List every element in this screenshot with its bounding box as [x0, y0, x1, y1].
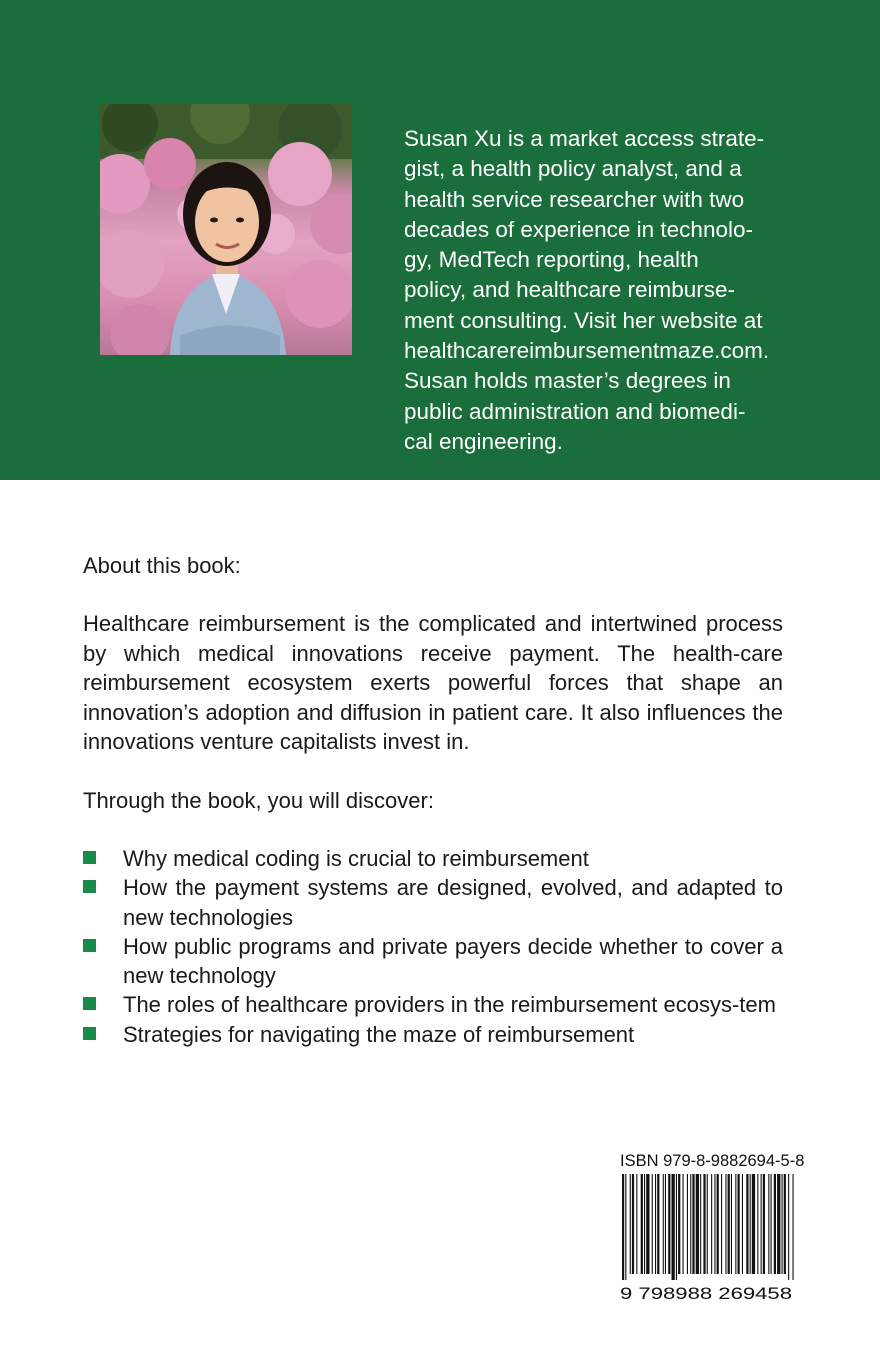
barcode-bar [746, 1174, 748, 1274]
bio-line: decades of experience in technolo- [404, 216, 753, 242]
barcode-bar [714, 1174, 715, 1274]
barcode-bar [711, 1174, 712, 1274]
barcode-bar [636, 1174, 637, 1274]
list-item [83, 844, 783, 873]
barcode-bar [728, 1174, 730, 1274]
barcode-bar [784, 1174, 786, 1274]
barcode-bar [622, 1174, 624, 1280]
topic-list [83, 844, 783, 1049]
barcode-bar [665, 1174, 666, 1274]
barcode-bar [768, 1174, 769, 1274]
barcode-bar [703, 1174, 705, 1274]
barcode-bar [652, 1174, 653, 1274]
bio-line: gy, MedTech reporting, health [404, 247, 699, 273]
barcode-bar [630, 1174, 631, 1274]
bio-line: ment consulting. Visit her website at [404, 307, 763, 333]
list-item-text: How public programs and private payers decide whether to cover a new technology [123, 933, 783, 989]
barcode-bar [687, 1174, 688, 1274]
barcode-bar [632, 1174, 634, 1274]
bio-line: public administration and biomedi- [404, 398, 746, 424]
barcode-bar [793, 1174, 794, 1280]
barcode-bar [763, 1174, 765, 1274]
author-panel [0, 0, 880, 480]
barcode-bar [750, 1174, 751, 1274]
barcode-bar [752, 1174, 755, 1274]
bio-line: policy, and healthcare reimburse- [404, 277, 735, 303]
barcode-bar [721, 1174, 722, 1274]
barcode-bar [641, 1174, 643, 1274]
list-item [83, 873, 783, 932]
barcode-bar [668, 1174, 670, 1274]
list-item-text: How the payment systems are designed, evolved, and adapted to new technologies [123, 875, 783, 930]
author-photo-illustration [100, 104, 352, 355]
barcode-bar [625, 1174, 626, 1280]
list-item [83, 1020, 783, 1049]
bullet-square-icon [83, 880, 96, 893]
barcode-bar [696, 1174, 699, 1274]
barcode-bar [657, 1174, 659, 1274]
book-description: Healthcare reimbursement is the complicated and intertwined process by which medical innovations receive payment. The health-care reimbursement ecosystem exerts powerful forces that shape an innovation’s adoption and diffusion in patient care. It also influences the innovations venture capitalists invest in. [83, 611, 783, 754]
barcode-bar [683, 1174, 684, 1274]
barcode-bar [663, 1174, 664, 1274]
list-item-text: The roles of healthcare providers in the reimbursement ecosys-tem [123, 992, 776, 1018]
barcode-bar [690, 1174, 691, 1274]
barcode-bar [731, 1174, 732, 1274]
barcode-bar [735, 1174, 736, 1274]
list-item [83, 932, 783, 991]
barcode-bar [774, 1174, 776, 1274]
about-heading: About this book: [83, 553, 241, 578]
barcode-bar [644, 1174, 645, 1274]
list-item [83, 990, 783, 1019]
bullet-square-icon [83, 997, 96, 1010]
barcode-bar [738, 1174, 740, 1274]
bullet-square-icon [83, 851, 96, 864]
barcode-bar [655, 1174, 656, 1274]
barcode-bar [672, 1174, 675, 1280]
bio-line: Susan Xu is a market access strate- [404, 126, 765, 151]
barcode-bar [742, 1174, 743, 1274]
bullet-square-icon [83, 939, 96, 952]
author-bio [404, 124, 776, 457]
barcode-bar [700, 1174, 701, 1274]
barcode-bar [761, 1174, 762, 1274]
barcode-bar [707, 1174, 708, 1274]
barcode-bar [678, 1174, 680, 1274]
barcode-bar [717, 1174, 719, 1274]
list-item-text: Strategies for navigating the maze of reimbursement [123, 1021, 635, 1047]
barcode-bar [646, 1174, 649, 1274]
bullet-square-icon [83, 1027, 96, 1040]
discover-heading: Through the book, you will discover: [83, 788, 434, 813]
barcode-bar [771, 1174, 772, 1274]
bio-line: Susan holds master’s degrees in [404, 368, 731, 394]
barcode-bar [782, 1174, 783, 1274]
bio-line: gist, a health policy analyst, and a [404, 156, 742, 182]
barcode-bar [788, 1174, 789, 1280]
barcode-bar [692, 1174, 694, 1274]
barcode-digits: 9 798988 269458 [620, 1284, 792, 1302]
barcode-bar [757, 1174, 758, 1274]
list-item-text: Why medical coding is crucial to reimbursement [123, 846, 589, 871]
isbn-label: ISBN 979-8-9882694-5-8 [620, 1152, 805, 1170]
isbn-barcode [618, 1172, 798, 1302]
author-photo [100, 104, 352, 355]
bio-line: cal engineering. [404, 428, 563, 454]
barcode-bar [676, 1174, 677, 1280]
barcode-bar [777, 1174, 780, 1274]
bio-line: health service researcher with two [404, 186, 745, 212]
bio-line: healthcarereimbursementmaze.com. [404, 338, 770, 364]
barcode-bar [725, 1174, 726, 1274]
